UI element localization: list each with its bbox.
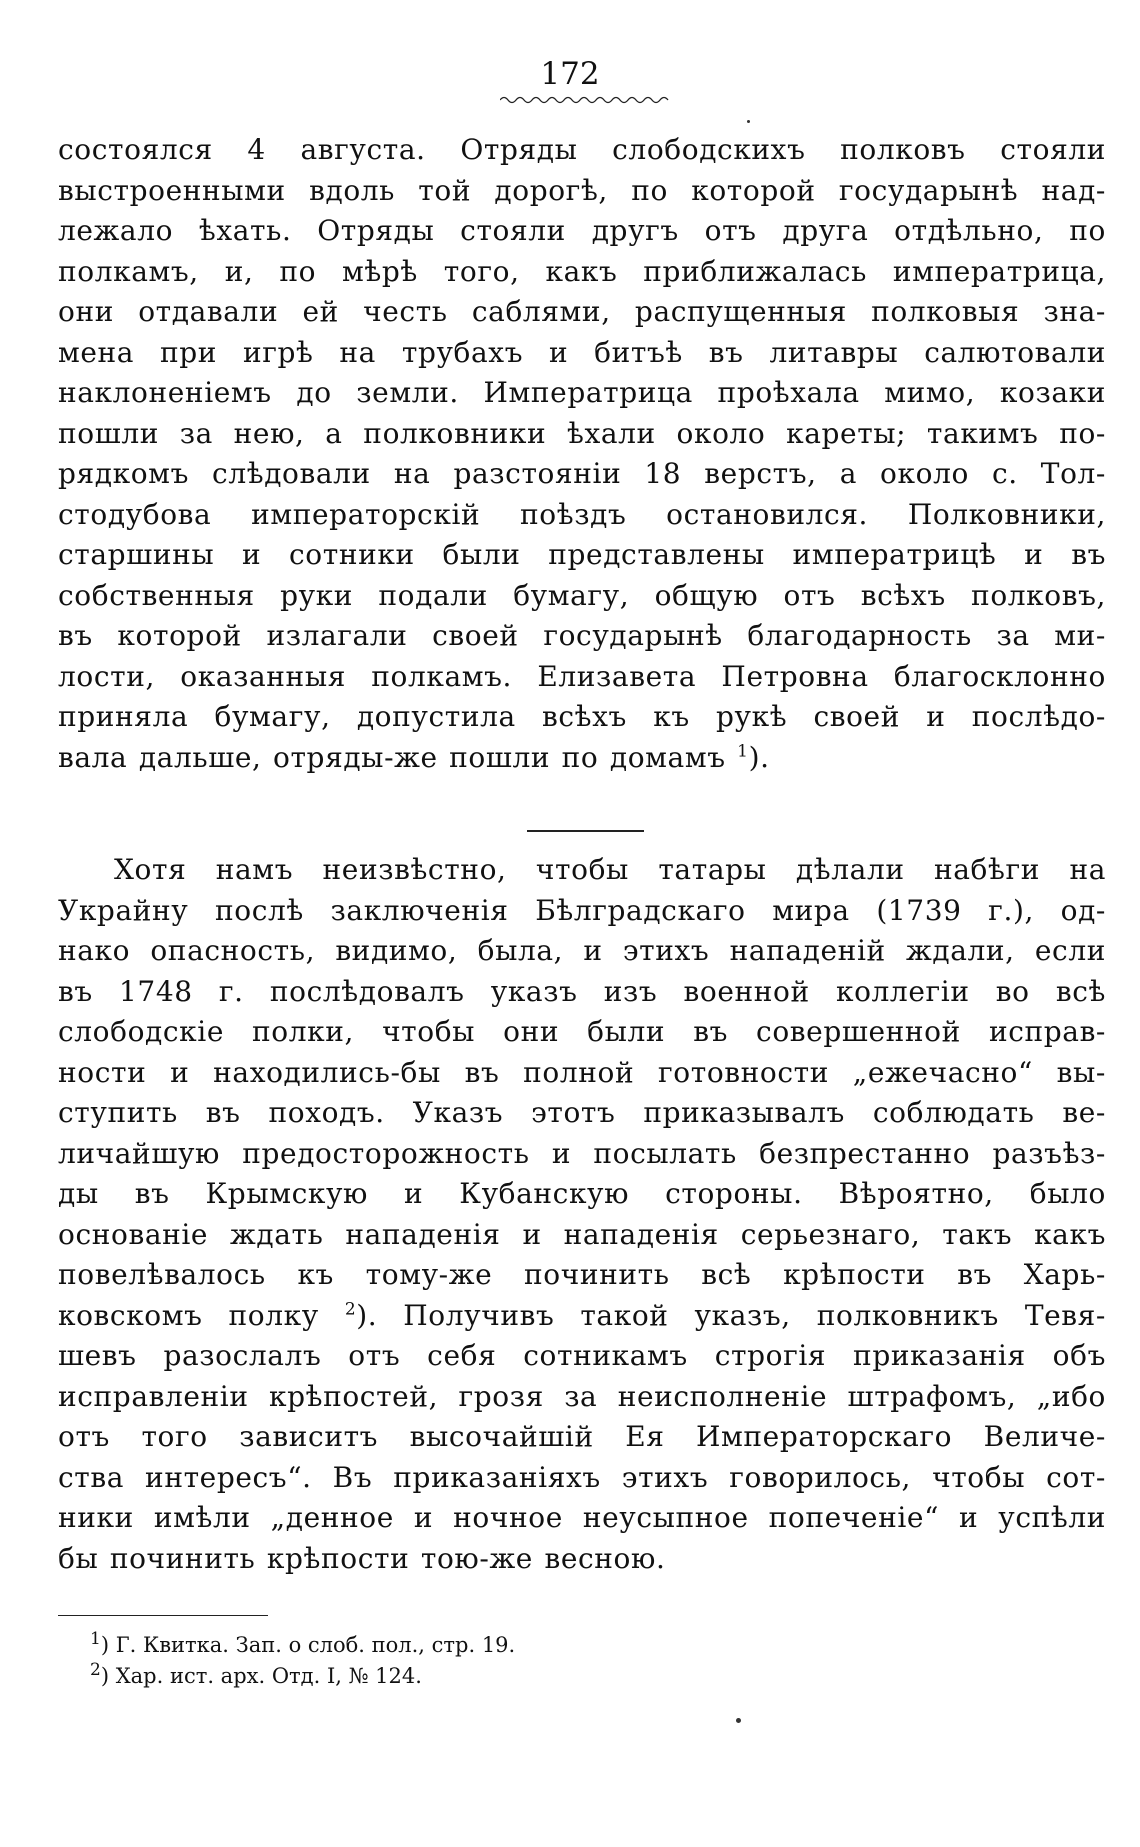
text-line: ники имѣли „денное и ночное неусыпное попеченіе“ и успѣли [58,1501,1106,1534]
paragraph-2 [58,850,1106,1579]
footnote-mark: 2 [90,1660,101,1680]
footnote-ref-1: 1 [737,741,749,762]
ink-speck [736,1718,741,1723]
footnote-text: ) Хар. ист. арх. Отд. I, № 124. [100,1664,422,1688]
text-line: въ 1748 г. послѣдовалъ указъ изъ военной коллегіи во всѣ [58,974,1106,1008]
page-number: 172 [540,56,600,92]
text-line-body: ковскомъ полку [58,1298,319,1332]
text-line: мена при игрѣ на трубахъ и битъѣ въ литавры салютовали [58,335,1106,369]
paragraph-1 [58,130,1106,778]
footnote-2 [90,1661,515,1692]
text-line: лости, оказанныя полкамъ. Елизавета Петровна благосклонно [58,659,1106,693]
text-line: полкамъ, и, по мѣрѣ того, какъ приближалась императрица, [58,254,1106,288]
text-line-last: бы починить крѣпости тою-же весною. [58,1541,666,1575]
text-line: ности и находились-бы въ полной готовности „ежечасно“ вы- [58,1055,1106,1089]
text-line-with-ref [58,1296,1106,1337]
text-line: рядкомъ слѣдовали на разстояніи 18 верстъ, а около с. Тол- [58,457,1106,490]
text-line: пошли за нею, а полковники ѣхали около кареты; такимъ по- [58,416,1106,450]
footnote-mark: 1 [90,1629,101,1649]
text-line: Хотя намъ неизвѣстно, чтобы татары дѣлали набѣги на [114,853,1106,886]
footnote-1 [90,1630,515,1661]
footnote-rule [58,1615,268,1616]
footnote-ref-2: 2 [344,1299,357,1320]
text-line: приняла бумагу, допустила всѣхъ къ рукѣ своей и послѣдо- [58,700,1106,733]
text-line: основаніе ждать нападенія и нападенія серьезнаго, такъ какъ [58,1217,1106,1251]
text-line-body: вала дальше, отряды-же пошли по домамъ [58,740,726,774]
text-line: стодубова императорскій поѣздъ остановился. Полковники, [58,497,1106,531]
text-line: отъ того зависитъ высочайшій Ея Императорскаго Величе- [58,1420,1106,1453]
text-line: Украйну послѣ заключенія Бѣлградскаго мира (1739 г.), од- [58,893,1106,927]
text-line: выстроенными вдоль той дорогѣ, по которой государынѣ над- [58,173,1106,207]
text-line: повелѣвалось къ тому-же починить всѣ крѣпости въ Харь- [58,1258,1106,1291]
text-line: нако опасность, видимо, была, и этихъ нападеній ждали, если [58,934,1106,967]
page-number-ornament [500,95,670,105]
text-line: исправленіи крѣпостей, грозя за неисполненіе штрафомъ, „ибо [58,1379,1106,1413]
text-line: слободскіе полки, чтобы они были въ совершенной исправ- [58,1015,1106,1048]
text-line: ды въ Крымскую и Кубанскую стороны. Вѣроятно, было [58,1177,1106,1210]
text-line: ства интересъ“. Въ приказаніяхъ этихъ говорилось, чтобы сот- [58,1460,1106,1494]
text-line: собственныя руки подали бумагу, общую отъ всѣхъ полковъ, [58,578,1106,612]
text-line: состоялся 4 августа. Отряды слободскихъ полковъ стояли [58,133,1106,166]
footnote-text: ) Г. Квитка. Зап. о слоб. пол., стр. 19. [100,1633,516,1657]
text-line: наклоненіемъ до земли. Императрица проѣхала мимо, козаки [58,376,1106,409]
text-line: они отдавали ей честь саблями, распущенныя полковыя зна- [58,295,1106,328]
text-line-tail: ). Получивъ такой указъ, полковникъ Тевя- [356,1298,1106,1332]
text-line: въ которой излагали своей государынѣ благодарность за ми- [58,619,1106,652]
text-line: шевъ разослалъ отъ себя сотникамъ строгія приказанія объ [58,1339,1106,1372]
text-line: старшины и сотники были представлены императрицѣ и въ [58,538,1106,571]
text-line: ступить въ походъ. Указъ этотъ приказывалъ соблюдать ве- [58,1096,1106,1129]
text-line-tail: ). [748,740,770,774]
text-line: лежало ѣхать. Отряды стояли другъ отъ друга отдѣльно, по [58,214,1106,247]
ink-speck [747,120,750,123]
footnotes [90,1630,515,1692]
section-divider [527,830,644,832]
text-line-last [58,738,1106,779]
text-line: личайшую предосторожность и посылать безпрестанно разъѣз- [58,1136,1106,1170]
